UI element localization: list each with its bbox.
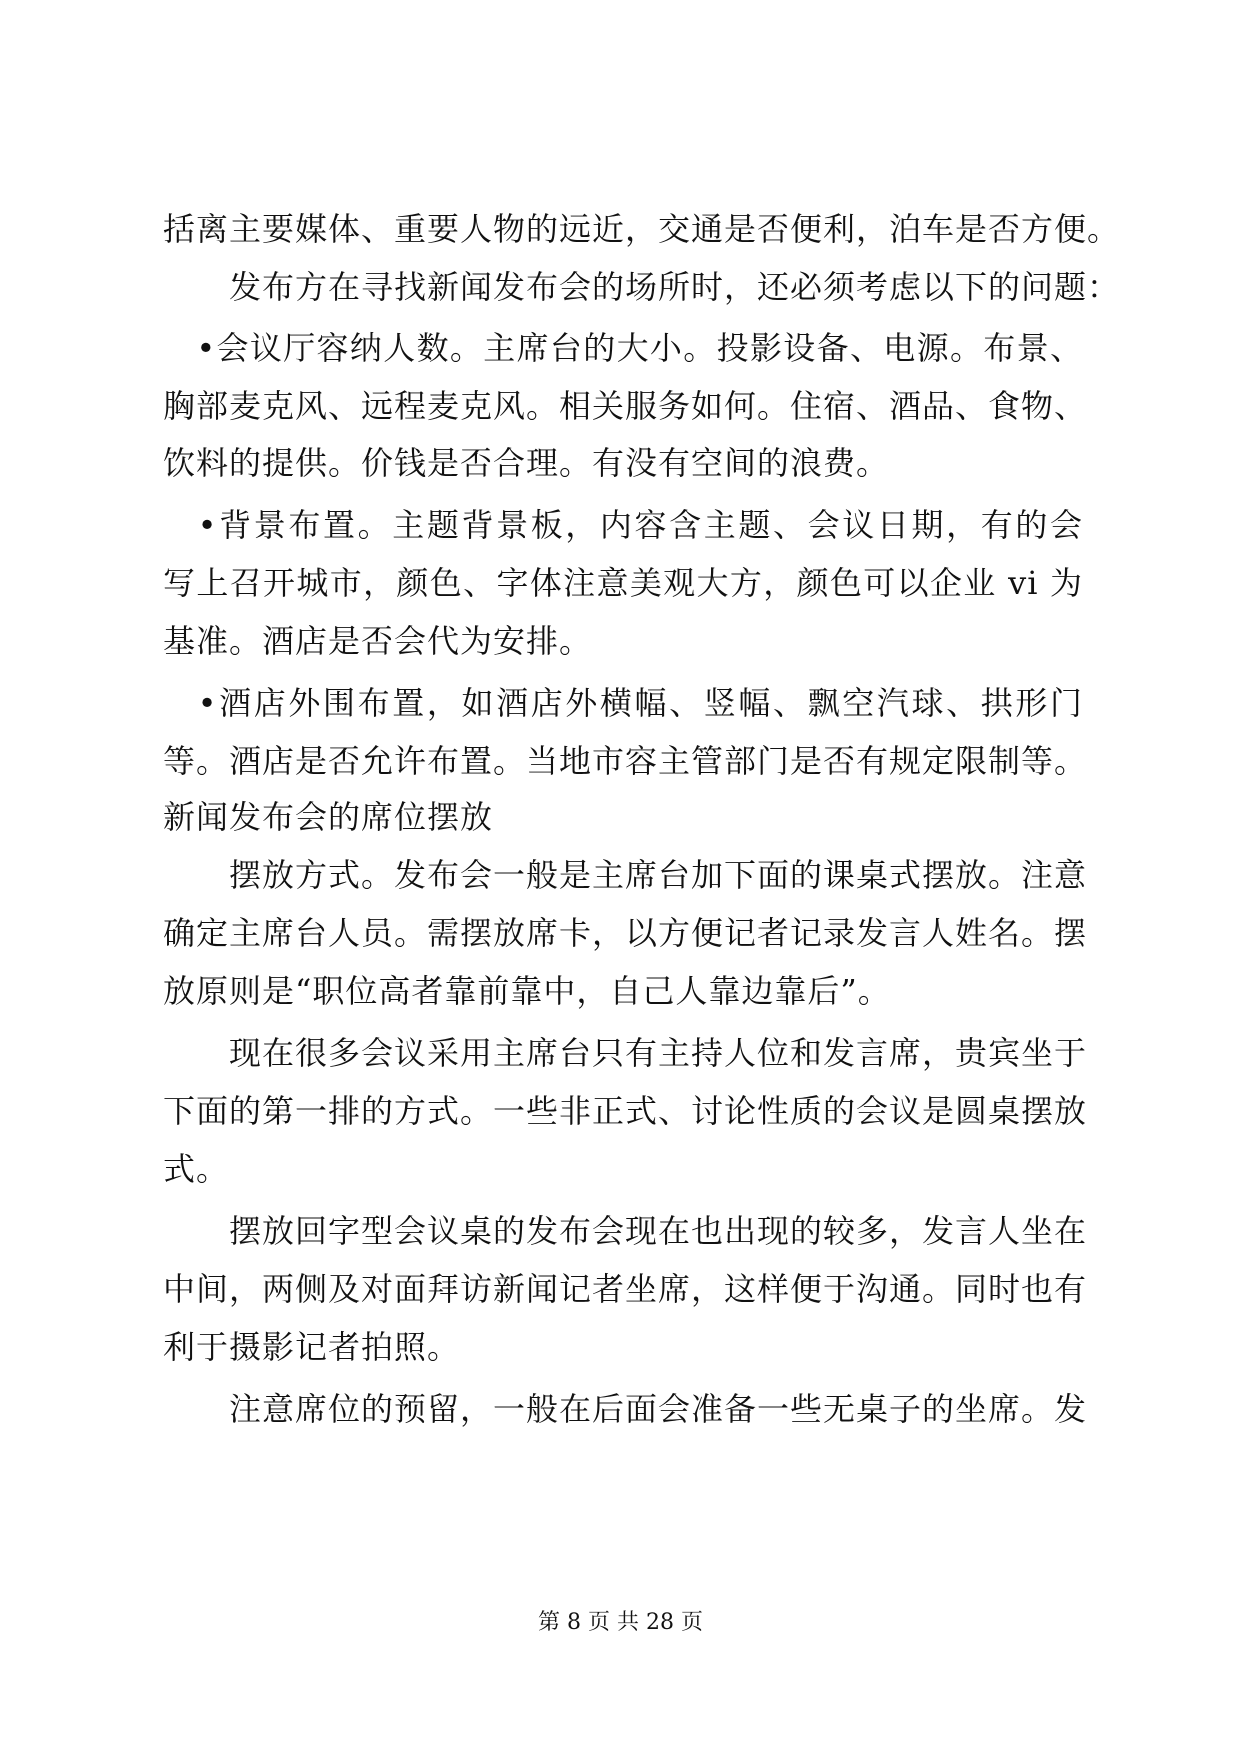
text-line-2: 发布方在寻找新闻发布会的场所时，还必须考虑以下的问题： xyxy=(163,268,1121,306)
text-line-4: 胸部麦克风、远程麦克风。相关服务如何。住宿、酒品、食物、 xyxy=(163,387,1088,425)
text-line-16: 下面的第一排的方式。一些非正式、讨论性质的会议是圆桌摆放 xyxy=(163,1092,1088,1130)
text-line-6: •背景布置。主题背景板，内容含主题、会议日期，有的会 xyxy=(163,506,1083,544)
text-line-17: 式。 xyxy=(163,1150,230,1188)
text-line-1: 括离主要媒体、重要人物的远近，交通是否便利，泊车是否方便。 xyxy=(163,210,1121,248)
text-line-20: 利于摄影记者拍照。 xyxy=(163,1328,461,1366)
text-line-12: 摆放方式。发布会一般是主席台加下面的课桌式摆放。注意 xyxy=(163,856,1088,894)
text-line-10: 等。酒店是否允许布置。当地市容主管部门是否有规定限制等。 xyxy=(163,742,1088,780)
text-line-21: 注意席位的预留，一般在后面会准备一些无桌子的坐席。发 xyxy=(163,1390,1088,1428)
section-heading: 新闻发布会的席位摆放 xyxy=(163,798,494,836)
text-line-14: 放原则是“职位高者靠前靠中，自己人靠边靠后”。 xyxy=(163,972,891,1010)
text-line-8: 基准。酒店是否会代为安排。 xyxy=(163,622,593,660)
text-line-13: 确定主席台人员。需摆放席卡，以方便记者记录发言人姓名。摆 xyxy=(163,914,1088,952)
page-number-footer: 第 8 页 共 28 页 xyxy=(538,1610,703,1635)
text-line-3: •会议厅容纳人数。主席台的大小。投影设备、电源。布景、 xyxy=(163,329,1083,367)
text-line-15: 现在很多会议采用主席台只有主持人位和发言席，贵宾坐于 xyxy=(163,1034,1088,1072)
text-line-7: 写上召开城市，颜色、字体注意美观大方，颜色可以企业 vi 为 xyxy=(163,564,1083,602)
text-line-5: 饮料的提供。价钱是否合理。有没有空间的浪费。 xyxy=(163,444,890,482)
text-line-18: 摆放回字型会议桌的发布会现在也出现的较多，发言人坐在 xyxy=(163,1212,1088,1250)
text-line-19: 中间，两侧及对面拜访新闻记者坐席，这样便于沟通。同时也有 xyxy=(163,1270,1088,1308)
text-line-9: •酒店外围布置，如酒店外横幅、竖幅、飘空汽球、拱形门 xyxy=(163,684,1083,722)
